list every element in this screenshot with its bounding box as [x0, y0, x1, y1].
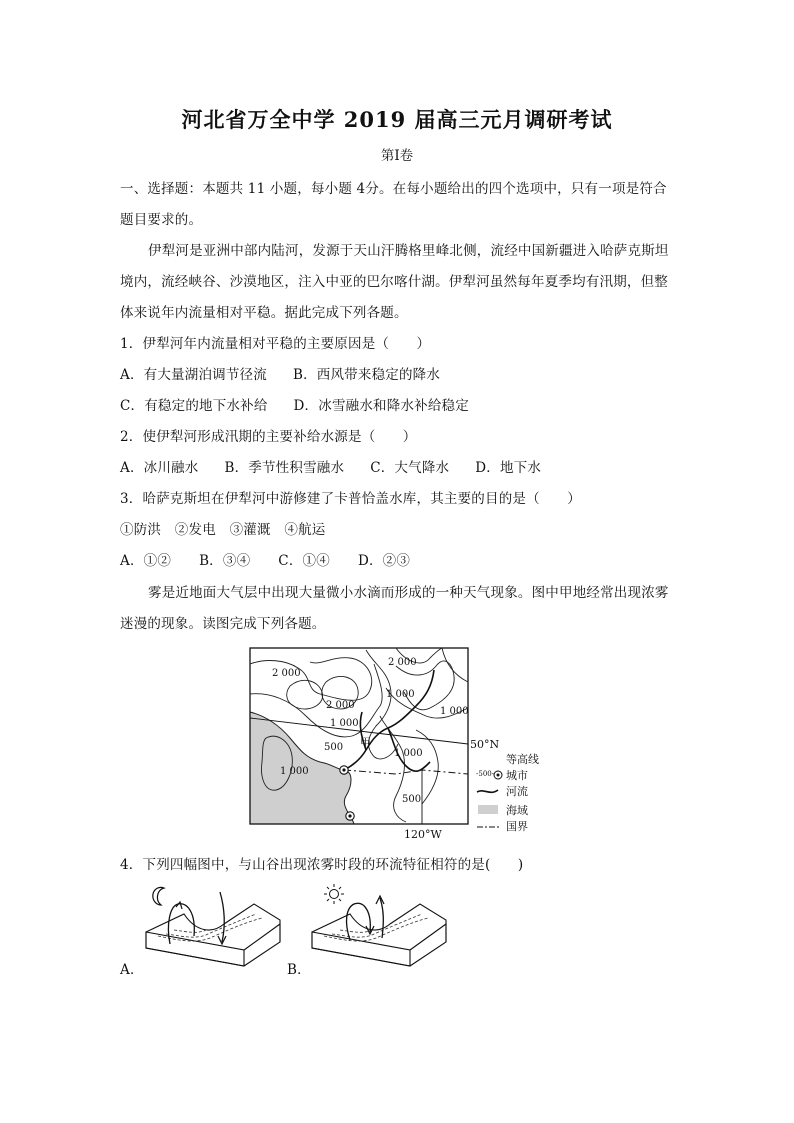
city-icon — [494, 771, 502, 779]
q1-stem: 1．伊犁河年内流量相对平稳的主要原因是（ ） — [120, 336, 431, 352]
contour-label: 1 000 — [330, 718, 359, 729]
border-line — [344, 770, 468, 774]
passage1-line3: 体来说年内流量相对平稳。据此完成下列各题。 — [120, 305, 408, 321]
latitude-label: 50°N — [470, 738, 500, 751]
passage2-line2: 迷漫的现象。读图完成下列各题。 — [120, 616, 326, 632]
contour-label: 2 000 — [272, 668, 301, 679]
legend-contour-label: 等高线 — [506, 753, 539, 766]
q1-option-d: D．冰雪融水和降水补给稳定 — [293, 398, 469, 414]
contour-line — [396, 661, 454, 710]
contour-label: 500 — [402, 794, 422, 805]
contour-label: 2 000 — [326, 700, 355, 711]
contour-label: 2 000 — [388, 657, 417, 668]
page-title: 河北省万全中学 2019 届高三元月调研考试 — [181, 107, 613, 132]
city-icon — [346, 812, 354, 820]
q3-option-b: B．③④ — [199, 553, 251, 569]
q3-option-a: A．①② — [120, 553, 172, 569]
moon-icon — [153, 887, 164, 905]
section-heading-line2: 题目要求的。 — [120, 212, 203, 228]
q3-option-d: D．②③ — [357, 553, 411, 569]
q2-option-b: B．季节性积雪融水 — [224, 460, 345, 476]
q1-option-c: C．有稳定的地下水补给 — [120, 398, 268, 414]
q3-options — [120, 549, 410, 569]
legend-sea-label: 海域 — [506, 804, 528, 817]
q1-option-b: B．西风带来稳定的降水 — [292, 367, 441, 383]
q1-options-ab — [120, 363, 440, 383]
valley-block-top — [146, 904, 280, 966]
contour-map — [246, 646, 566, 841]
q2-option-a: A．冰川融水 — [120, 460, 199, 476]
section-heading-line1: 一、选择题：本题共 11 小题，每小题 4分。在每小题给出的四个选项中，只有一项是符合 — [120, 181, 667, 197]
legend-border-label: 国界 — [506, 820, 528, 833]
passage1-line2: 境内，流经峡谷、沙漠地区，注入中亚的巴尔喀什湖。伊犁河虽然每年夏季均有汛期，但整 — [120, 274, 668, 290]
contour-line — [442, 648, 468, 682]
legend-contour-sample: -500- — [476, 770, 495, 778]
contour-line — [250, 658, 372, 701]
q2-stem: 2．使伊犁河形成汛期的主要补给水源是（ ） — [120, 429, 417, 445]
legend-sea-swatch — [478, 805, 498, 814]
river — [344, 706, 416, 770]
q2-option-d: D．地下水 — [475, 460, 542, 476]
valley-block-top — [312, 904, 446, 966]
volume-label: 第Ⅰ卷 — [380, 148, 414, 164]
legend-river-sample — [477, 790, 498, 792]
q4-option-a: A． — [120, 962, 144, 978]
contour-label: 1 000 — [440, 706, 469, 717]
contour-line — [380, 716, 406, 822]
q1-option-a: A．有大量湖泊调节径流 — [120, 367, 267, 383]
q4-stem: 4．下列四幅图中，与山谷出现浓雾时段的环流特征相符的是( ) — [120, 857, 524, 873]
city-icon — [340, 766, 348, 774]
contour-line — [416, 730, 438, 804]
passage2-line1: 雾是近地面大气层中出现大量微小水滴而形成的一种天气现象。图中甲地经常出现浓雾 — [148, 585, 669, 601]
contour-label: 500 — [324, 742, 344, 753]
figure-b — [310, 882, 450, 972]
sun-icon — [324, 884, 344, 904]
q2-option-c: C．大气降水 — [370, 460, 450, 476]
contour-label: 1 000 — [394, 748, 423, 759]
legend-river-label: 河流 — [506, 785, 528, 798]
place-label: 甲 — [360, 736, 371, 749]
legend-city-label: 城市 — [506, 769, 528, 782]
map-legend — [476, 752, 539, 833]
contour-label: 1 000 — [386, 689, 415, 700]
q1-options-cd — [120, 394, 469, 414]
q3-option-c: C．①④ — [278, 553, 330, 569]
figure-a — [144, 884, 284, 972]
longitude-label: 120°W — [404, 828, 442, 841]
q3-items: ①防洪 ②发电 ③灌溉 ④航运 — [120, 522, 326, 538]
q3-stem: 3．哈萨克斯坦在伊犁河中游修建了卡普恰盖水库，其主要的目的是（ ） — [120, 491, 581, 507]
contour-label: 1 000 — [280, 766, 309, 777]
q2-options — [120, 456, 541, 476]
q4-option-b: B． — [287, 962, 311, 978]
passage1-line1: 伊犁河是亚洲中部内陆河，发源于天山汗腾格里峰北侧，流经中国新疆进入哈萨克斯坦 — [148, 243, 669, 259]
